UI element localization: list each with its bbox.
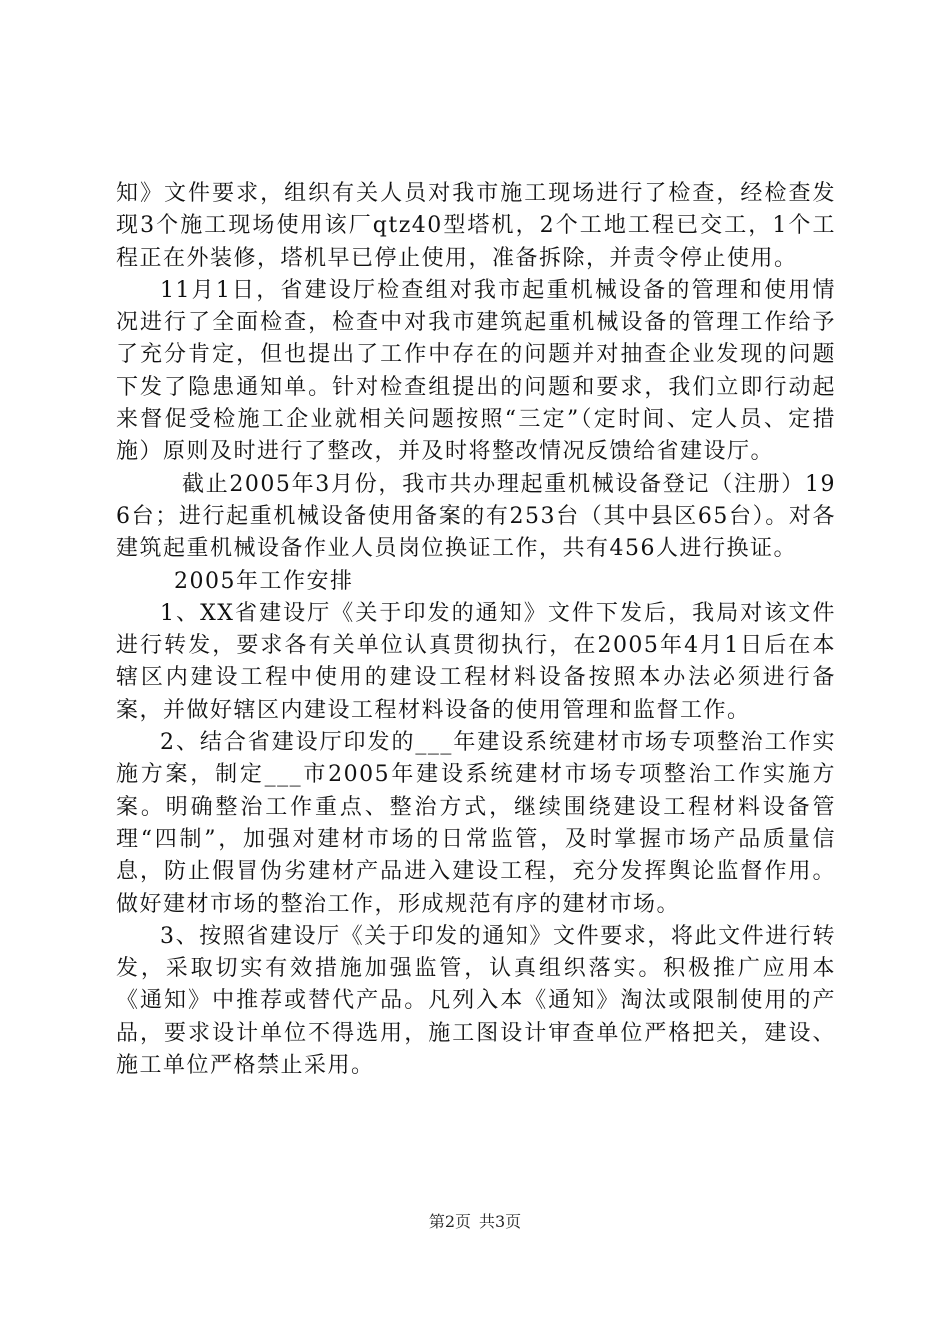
document-body <box>116 178 836 1082</box>
paragraph-statistics: 截止2005年3月份，我市共办理起重机械设备登记（注册）196台；进行起重机械设备使用备案的有253台（其中县区65台）。对各建筑起重机械设备作业人员岗位换证工作，共有456人进行换证。 <box>116 471 836 562</box>
page-footer <box>0 1212 950 1232</box>
paragraph-continuation: 知》文件要求，组织有关人员对我市施工现场进行了检查，经检查发现3个施工现场使用该厂qtz40型塔机，2个工地工程已交工，1个工程正在外装修，塔机早已停止使用，准备拆除，并责令停止使用。 <box>116 181 836 271</box>
page-number: 第2页 <box>428 1212 471 1231</box>
list-item-1: 1、XX省建设厅《关于印发的通知》文件下发后，我局对该文件进行转发，要求各有关单位认真贯彻执行，在2005年4月1日后在本辖区内建设工程中使用的建设工程材料设备按照本办法必须进行备案，并做好辖区内建设工程材料设备的使用管理和监督工作。 <box>116 600 837 723</box>
page-total: 共3页 <box>479 1212 522 1231</box>
list-item-3: 3、按照省建设厅《关于印发的通知》文件要求，将此文件进行转发，采取切实有效措施加强监管，认真组织落实。积极推广应用本《通知》中推荐或替代产品。凡列入本《通知》淘汰或限制使用的产品，要求设计单位不得选用，施工图设计审查单位严格把关，建设、施工单位严格禁止采用。 <box>116 923 836 1079</box>
list-item-2: 2、结合省建设厅印发的___年建设系统建材市场专项整治工作实施方案，制定___市2005年建设系统建材市场专项整治工作实施方案。明确整治工作重点、整治方式，继续围绕建设工程材料设备管理“四制”，加强对建材市场的日常监管，及时掌握市场产品质量信息，防止假冒伪劣建材产品进入建设工程，充分发挥舆论监督作用。做好建材市场的整治工作，形成规范有序的建材市场。 <box>116 730 836 917</box>
paragraph-inspection: 11月1日，省建设厅检查组对我市起重机械设备的管理和使用情况进行了全面检查，检查中对我市建筑起重机械设备的管理工作给予了充分肯定，但也提出了工作中存在的问题并对抽查企业发现的问题下发了隐患通知单。针对检查组提出的问题和要求，我们立即行动起来督促受检施工企业就相关问题按照“三定”（定时间、定人员、定措施）原则及时进行了整改，并及时将整改情况反馈给省建设厅。 <box>116 277 836 465</box>
section-heading: 2005年工作安排 <box>174 568 354 594</box>
